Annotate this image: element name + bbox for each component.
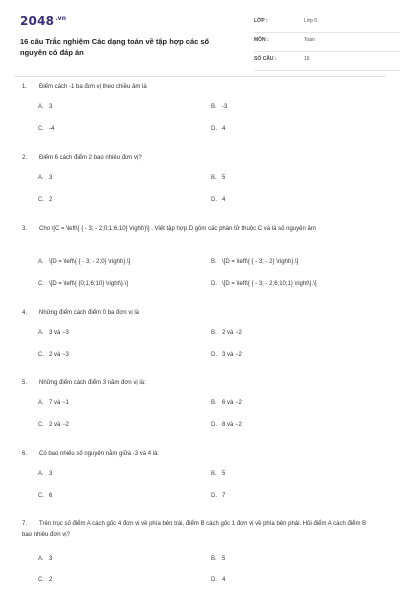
option-d[interactable]: D. 4 xyxy=(211,577,226,583)
question-text xyxy=(22,449,367,460)
question-text xyxy=(22,82,367,93)
option-a[interactable]: A. \[D = \left\{ { - 3; - 2;0} \right\}.\] xyxy=(38,259,131,265)
option-b[interactable]: B. 5 xyxy=(211,471,226,477)
logo-main: 2048 xyxy=(20,14,55,28)
option-a[interactable]: A. 3 xyxy=(38,104,53,110)
question-text xyxy=(22,519,367,541)
question-stem: Điểm cách -1 ba đơn vị theo chiều âm là xyxy=(39,84,147,90)
option-d[interactable]: D. 7 xyxy=(211,493,226,499)
question-text xyxy=(22,378,367,389)
info-value: Lớp 6 xyxy=(304,18,318,24)
question-number: 4. xyxy=(22,310,28,316)
option-a[interactable]: A. 3 xyxy=(38,471,53,477)
option-c[interactable]: C. 6 xyxy=(38,493,53,499)
question-text xyxy=(22,153,367,164)
logo-suffix: .vn xyxy=(55,15,67,22)
option-c[interactable]: C. 2 và −2 xyxy=(38,422,69,428)
question-text xyxy=(22,224,367,235)
option-d[interactable]: D. 8 và −2 xyxy=(211,422,242,428)
question-stem: Những điểm cách điểm 3 năm đơn vị là: xyxy=(39,380,146,386)
question-number: 6. xyxy=(22,451,28,457)
info-label: MÔN : xyxy=(254,37,269,43)
question-number: 1. xyxy=(22,84,28,90)
option-b[interactable]: B. 6 và −2 xyxy=(211,400,242,406)
option-b[interactable]: B. -3 xyxy=(211,104,228,110)
option-b[interactable]: B. 5 xyxy=(211,175,226,181)
info-label: SỐ CÂU : xyxy=(254,56,277,62)
question-number: 3. xyxy=(22,226,28,232)
document-title: 16 câu Trắc nghiệm Các dạng toán về tập hợp các số nguyên có đáp án xyxy=(20,37,210,57)
question-number: 2. xyxy=(22,155,28,161)
info-value: Toán xyxy=(304,37,315,43)
option-a[interactable]: A. 3 và −3 xyxy=(38,330,69,336)
option-d[interactable]: D. \[D = \left\{ { - 3; - 2;6;10;1} \right\}.\] xyxy=(211,281,317,287)
option-c[interactable]: C. -4 xyxy=(38,126,55,132)
question-stem: Điểm 6 cách điểm 2 bao nhiêu đơn vị? xyxy=(39,155,142,161)
option-b[interactable]: B. 5 xyxy=(211,556,226,562)
option-b[interactable]: B. 2 và −2 xyxy=(211,330,242,336)
option-c[interactable]: C. 2 xyxy=(38,197,53,203)
question-stem: Có bao nhiêu số nguyên nằm giữa -3 và 4 là: xyxy=(39,451,160,457)
question-text xyxy=(22,308,367,319)
question-number: 7. xyxy=(22,521,28,527)
info-value: 16 xyxy=(304,56,310,62)
question-stem: Cho \[C = \left\{ { - 3; - 2;0;1;6;10} \right\}\] . Viết tập hợp D gồm các phần tử thuộc C và là số nguyên âm xyxy=(39,226,316,232)
option-d[interactable]: D. 4 xyxy=(211,126,226,132)
info-label: LỚP : xyxy=(254,18,268,24)
option-d[interactable]: D. 3 và −2 xyxy=(211,352,242,358)
option-b[interactable]: B. \[D = \left\{ { - 3; - 2} \right\}.\] xyxy=(211,259,299,265)
option-a[interactable]: A. 7 và −1 xyxy=(38,400,69,406)
question-number: 5. xyxy=(22,380,28,386)
option-c[interactable]: C. 2 và −3 xyxy=(38,352,69,358)
option-d[interactable]: D. 4 xyxy=(211,197,226,203)
option-c[interactable]: C. \[D = \left\{ {0;1;6;10} \right\}.\] xyxy=(38,281,128,287)
option-a[interactable]: A. 3 xyxy=(38,556,53,562)
question-stem: Những điểm cách điểm 0 ba đơn vị là xyxy=(39,310,140,316)
option-a[interactable]: A. 3 xyxy=(38,175,53,181)
option-c[interactable]: C. 2 xyxy=(38,577,53,583)
question-stem: Trên trục số điểm A cách gốc 4 đơn vị về phía bên trái, điểm B cách gốc 1 đơn vị về phía bên phải. Hỏi điểm A cách điểm B bao nhiêu đơn vị? xyxy=(22,521,367,538)
